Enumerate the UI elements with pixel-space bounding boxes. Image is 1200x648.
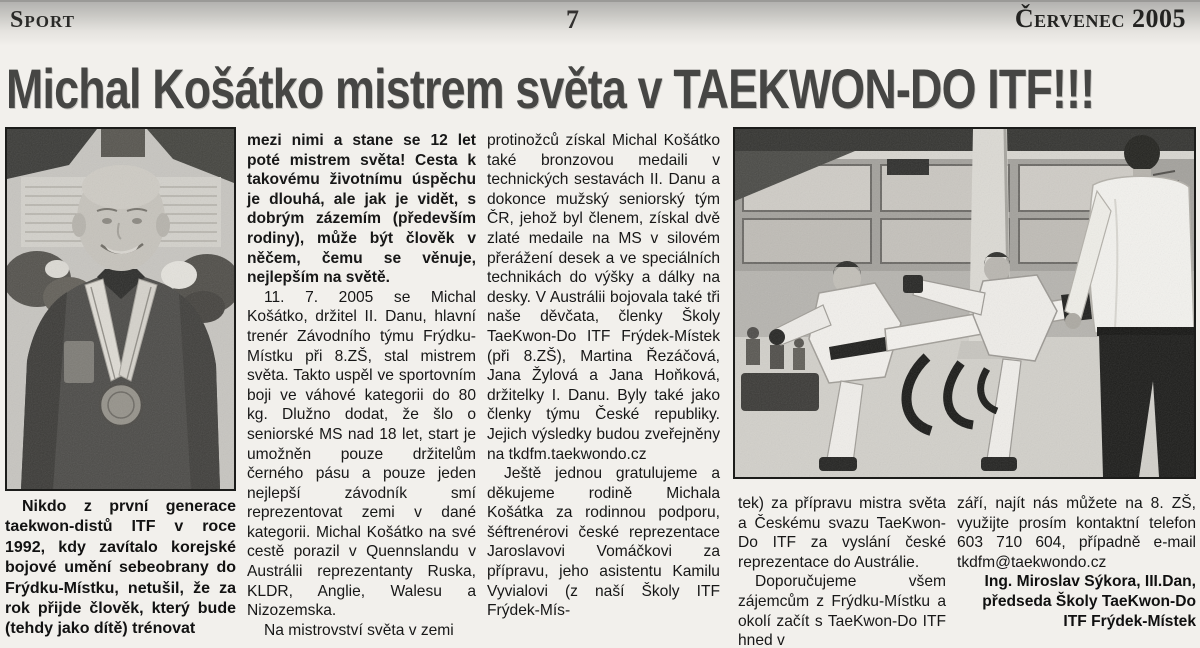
portrait-photo [5,127,236,491]
signature-line: Ing. Miroslav Sýkora, III.Dan, [984,573,1196,591]
signature-line: ITF Frýdek-Místek [1063,612,1196,630]
paragraph: Doporučujeme všem zájemcům z Frýdku-Místku a okolí začít s TaeKwon-Do ITF hned v [738,573,946,648]
headline-text: Michal Košátko mistrem světa v TAEKWON-DO ITF!!! [6,57,1095,120]
paragraph: Ještě jednou gratulujeme a děkujeme rodině Michala Košátka za rodinnou podporu, šéftrenérovi české reprezentace Jaroslavovi Vomáčkovi za přípravu, jeho asistentu Kamilu Vyvialovi (z naší Školy ITF Frýdek-Mís- [487,465,720,620]
paragraph: Na mistrovství světa v zemi [264,621,454,639]
masthead-band [0,0,1200,46]
caption-text: Nikdo z první generace taekwon-distů ITF v roce 1992, kdy zavítalo korejské bojové umění sebeobrany do Frýdku-Místku, netušil, že za rok přijde člověk, který bude (tehdy jako dítě) trénovat [5,498,236,638]
portrait-photo-illustration [7,129,234,489]
signature-line: předseda Školy TaeKwon-Do [982,593,1196,611]
article-column-4 [957,494,1196,632]
paragraph: tek) za přípravu mistra světa a Českému svazu TaeKwon-Do ITF za vyslání české reprezentace do Austrálie. [738,495,946,571]
action-photo [733,127,1196,479]
film-grain [735,129,1194,477]
article-column-2 [487,131,720,621]
page-number: 7 [566,5,579,34]
section-label: Sport [10,7,75,33]
action-photo-illustration [735,129,1194,477]
paragraph: 11. 7. 2005 se Michal Košátko, držitel II. Danu, hlavní trenér Závodního týmu Frýdku-Místku při 8.ZŠ, stal mistrem světa. Takto uspěl ve sportovním boji ve váhové kategorii do 80 kg. Dlužno dodat, že šlo o seniorské MS nad 18 let, start je umožněn pouze držitelům černého pásu a pouze jeden nejlepší závodník smí reprezentovat zemi v dané kategorii. Michal Košátko na své cestě porazil v Quennslandu v Austrálii reprezentanty Ruska, KLDR, Anglie, Walesu a Nizozemska. [247,288,476,620]
paragraph: září, najít nás můžete na 8. ZŠ, využijte prosím kontaktní telefon 603 710 604, případně e-mail tkdfm@taekwondo.cz [957,495,1196,571]
photo-caption [5,497,236,640]
headline [6,56,1198,120]
article-column-1 [247,131,476,640]
paragraph: protinožců získal Michal Košátko také bronzovou medaili v technických sestavách II. Danu a dokonce mužský seniorský tým ČR, jehož byl členem, získal dvě zlaté medaile na MS v silovém přerážení desek a ve speciálních technikách do výšky a dálky na desky. V Austrálii bojovala také tři naše děvčata, členky Školy TaeKwon-Do ITF Frýdek-Místek (při 8.ZŠ), Martina Řezáčová, Jana Žylová a Jana Hoňková, držitelky I. Danu. Byly také jako členky týmu České republiky. Jejich výsledky budou zveřejněny na tkdfm.taekwondo.cz [487,132,720,463]
article-column-3 [738,494,946,648]
lead-paragraph: mezi nimi a stane se 12 let poté mistrem světa! Cesta k takovému životnímu úspěchu je dlouhá, ale jak je vidět, s dobrým zázemím (především rodiny), může být člověk v něčem, čemu se věnuje, nejlepším na světě. [247,132,476,287]
film-grain [7,129,234,489]
issue-date: Červenec 2005 [1014,4,1186,33]
